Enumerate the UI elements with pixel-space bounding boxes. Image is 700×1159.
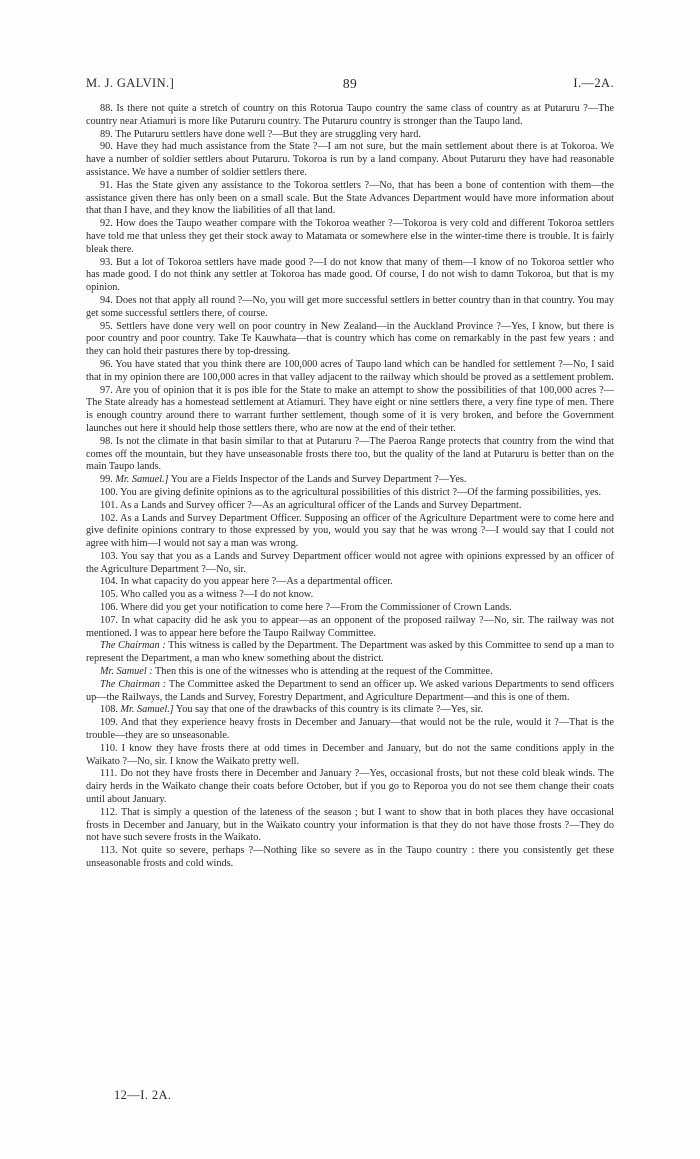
paragraph-text: 109. And that they experience heavy frosts in December and January—that would not be the rule, would it ?—That is the trouble—they are so unseasonable.: [86, 717, 614, 742]
paragraph-text: 113. Not quite so severe, perhaps ?—Nothing like so severe as in the Taupo country : there you consistently get these unseasonable frosts and cold winds.: [86, 845, 614, 870]
paragraph: [86, 845, 614, 871]
paragraph-text: 104. In what capacity do you appear here ?—As a departmental officer.: [100, 576, 393, 588]
paragraph: [86, 295, 614, 321]
paragraph: [86, 589, 614, 602]
paragraph-text: 107. In what capacity did he ask you to appear—as an opponent of the proposed railway ?—No, sir. The railway was not mentioned. I was to appear here before the Taupo Railway Committee.: [86, 614, 614, 639]
paragraph: [86, 768, 614, 806]
paragraph-text: 103. You say that you as a Lands and Survey Department officer would not agree with opinions expressed by an officer of the Agriculture Department ?—No, sir.: [86, 550, 614, 575]
speaker-name: Mr. Samuel :: [100, 666, 153, 678]
paragraph-text: 100. You are giving definite opinions as to the agricultural possibilities of this district ?—Of the farming possibilities, yes.: [100, 486, 602, 498]
paragraph-text: 89. The Putaruru settlers have done well ?—But they are struggling very hard.: [100, 128, 421, 140]
speaker-name: Mr. Samuel.]: [115, 474, 169, 486]
paragraph-text: 96. You have stated that you think there are 100,000 acres of Taupo land which can be handled for settlement ?—No, I said that in my opinion there are 100,000 acres in that valley adjacent to the railway which should be proved as a settlement problem.: [86, 358, 614, 383]
paragraph: [86, 602, 614, 615]
paragraph-text: 90. Have they had much assistance from the State ?—I am not sure, but the main settlement about there is at Tokoroa. We have a number of soldier settlers about Putaruru. Tokoroa is run by a land company. About Putaruru they have had reasonable assistance. We have a number of soldier settlers there.: [86, 141, 614, 178]
paragraph-text: The Committee asked the Department to send an officer up. We asked various Departments to send officers up—the Railways, the Lands and Survey, Forestry Department, and Agriculture Department—and this is one of them.: [86, 678, 614, 703]
speaker-name: Mr. Samuel.]: [120, 704, 174, 716]
paragraph: [86, 576, 614, 589]
paragraph: [86, 257, 614, 295]
paragraph: [86, 679, 614, 705]
paragraph: [86, 129, 614, 142]
paragraph: [86, 141, 614, 179]
speaker-name: The Chairman :: [100, 678, 167, 690]
paragraph: [86, 513, 614, 551]
paragraph-text: This witness is called by the Department. The Department was asked by this Committee to send up a man to represent the Department, a man who knew something about the district.: [86, 640, 614, 665]
paragraph-text: 101. As a Lands and Survey officer ?—As an agricultural officer of the Lands and Survey Department.: [100, 499, 522, 511]
paragraph: [86, 436, 614, 474]
paragraph: [86, 321, 614, 359]
paragraph: [86, 640, 614, 666]
page-header: [86, 76, 614, 94]
body-text: [86, 103, 614, 871]
question-number: 108.: [100, 704, 118, 716]
paragraph: [86, 103, 614, 129]
header-author: M. J. GALVIN.]: [86, 76, 175, 90]
paragraph-text: 105. Who called you as a witness ?—I do not know.: [100, 589, 314, 601]
paragraph: [86, 474, 614, 487]
paragraph: [86, 180, 614, 218]
footer-signature: 12—I. 2A.: [114, 1088, 172, 1102]
paragraph-text: 110. I know they have frosts there at odd times in December and January, but do not the same conditions apply in the Waikato ?—No, sir. I know the Waikato pretty well.: [86, 742, 614, 767]
paragraph-text: 102. As a Lands and Survey Department Officer. Supposing an officer of the Agriculture Department were to come here and give definite opinions contrary to those expressed by you, would you say that he was wrong ?—I would say that I could not agree with him—I would not say a man was wrong.: [86, 512, 614, 550]
paragraph-text: 93. But a lot of Tokoroa settlers have made good ?—I do not know that many of them—I know of no Tokoroa settler who has made good. I do not think any settler at Tokoroa has made good. Of course, I do not wish to damn Tokoroa, but that is my opinion.: [86, 256, 614, 294]
paragraph: [86, 359, 614, 385]
paragraph-text: 94. Does not that apply all round ?—No, you will get more successful settlers in better country than in that country. You may get some successful settlers there, of course.: [86, 294, 614, 319]
document-reference: I.—2A.: [573, 76, 614, 90]
paragraph-text: 106. Where did you get your notification to come here ?—From the Commissioner of Crown Lands.: [100, 602, 512, 614]
paragraph: [86, 218, 614, 256]
paragraph-text: You say that one of the drawbacks of this country is its climate ?—Yes, sir.: [173, 704, 484, 716]
paragraph: [86, 500, 614, 513]
paragraph: [86, 551, 614, 577]
paragraph: [86, 666, 614, 679]
paragraph-text: 98. Is not the climate in that basin similar to that at Putaruru ?—The Paeroa Range protects that country from the wind that comes off the mountain, but they have unseasonable frosts there too, but the quality of the land at Putaruru is better than on the main Taupo lands.: [86, 435, 614, 473]
paragraph-text: 88. Is there not quite a stretch of country on this Rotorua Taupo country the same class of country as at Putaruru ?—The country near Atiamuri is more like Putaruru country. The Putaruru country is stronger than the Taupo land.: [86, 103, 614, 127]
paragraph: [86, 743, 614, 769]
paragraph: [86, 487, 614, 500]
paragraph: [86, 807, 614, 845]
paragraph-text: 95. Settlers have done very well on poor country in New Zealand—in the Auckland Province ?—Yes, I know, but there is poor country and poor country. Take Te Kauwhata—that is country which has come on remarkably in the past few years : and they can hold their pastures there by top-dressing.: [86, 320, 614, 358]
paragraph: [86, 615, 614, 641]
paragraph: [86, 717, 614, 743]
paragraph-text: 111. Do not they have frosts there in December and January ?—Yes, occasional frosts, but not these cold bleak winds. The dairy herds in the Waikato change their coats before October, but if you go to Reporoa you do not see them change their coats until about January.: [86, 768, 614, 806]
page-number: 89: [342, 76, 358, 91]
speaker-name: The Chairman :: [100, 640, 166, 652]
paragraph-text: You are a Fields Inspector of the Lands and Survey Department ?—Yes.: [168, 474, 467, 486]
paragraph: [86, 704, 614, 717]
paragraph-text: 91. Has the State given any assistance to the Tokoroa settlers ?—No, that has been a bone of contention with them—the assistance given there has only been on a small scale. But the State Advances Department would have more information about that than I have, and they know the liabilities of all that land.: [86, 179, 614, 217]
question-number: 99.: [100, 474, 113, 486]
paragraph-text: 97. Are you of opinion that it is pos ible for the State to make an attempt to show the possibilities of that 100,000 acres ?—The State already has a homestead settlement at Atiamuri. They have eight or nine settlers there, a very fine type of men. There is enough country around there to warrant further settlement, though some of it is very broken, and before the Government launches out here it should help those settlers there, who are now at the end of their tether.: [86, 384, 614, 434]
paragraph-text: 92. How does the Taupo weather compare with the Tokoroa weather ?—Tokoroa is very cold and different Tokoroa settlers have told me that unless they get their stock away to Matamata or somewhere else in the winter-time there is trouble. It is fairly bleak there.: [86, 218, 614, 255]
paragraph-text: 112. That is simply a question of the lateness of the season ; but I want to show that in both places they have occasional frosts in December and January, but in the Waikato country your information is that they do not have those frosts ?—They do not have such severe frosts in the Waikato.: [86, 806, 614, 844]
paragraph-text: Then this is one of the witnesses who is attending at the request of the Committee.: [152, 666, 493, 678]
paragraph: [86, 385, 614, 436]
